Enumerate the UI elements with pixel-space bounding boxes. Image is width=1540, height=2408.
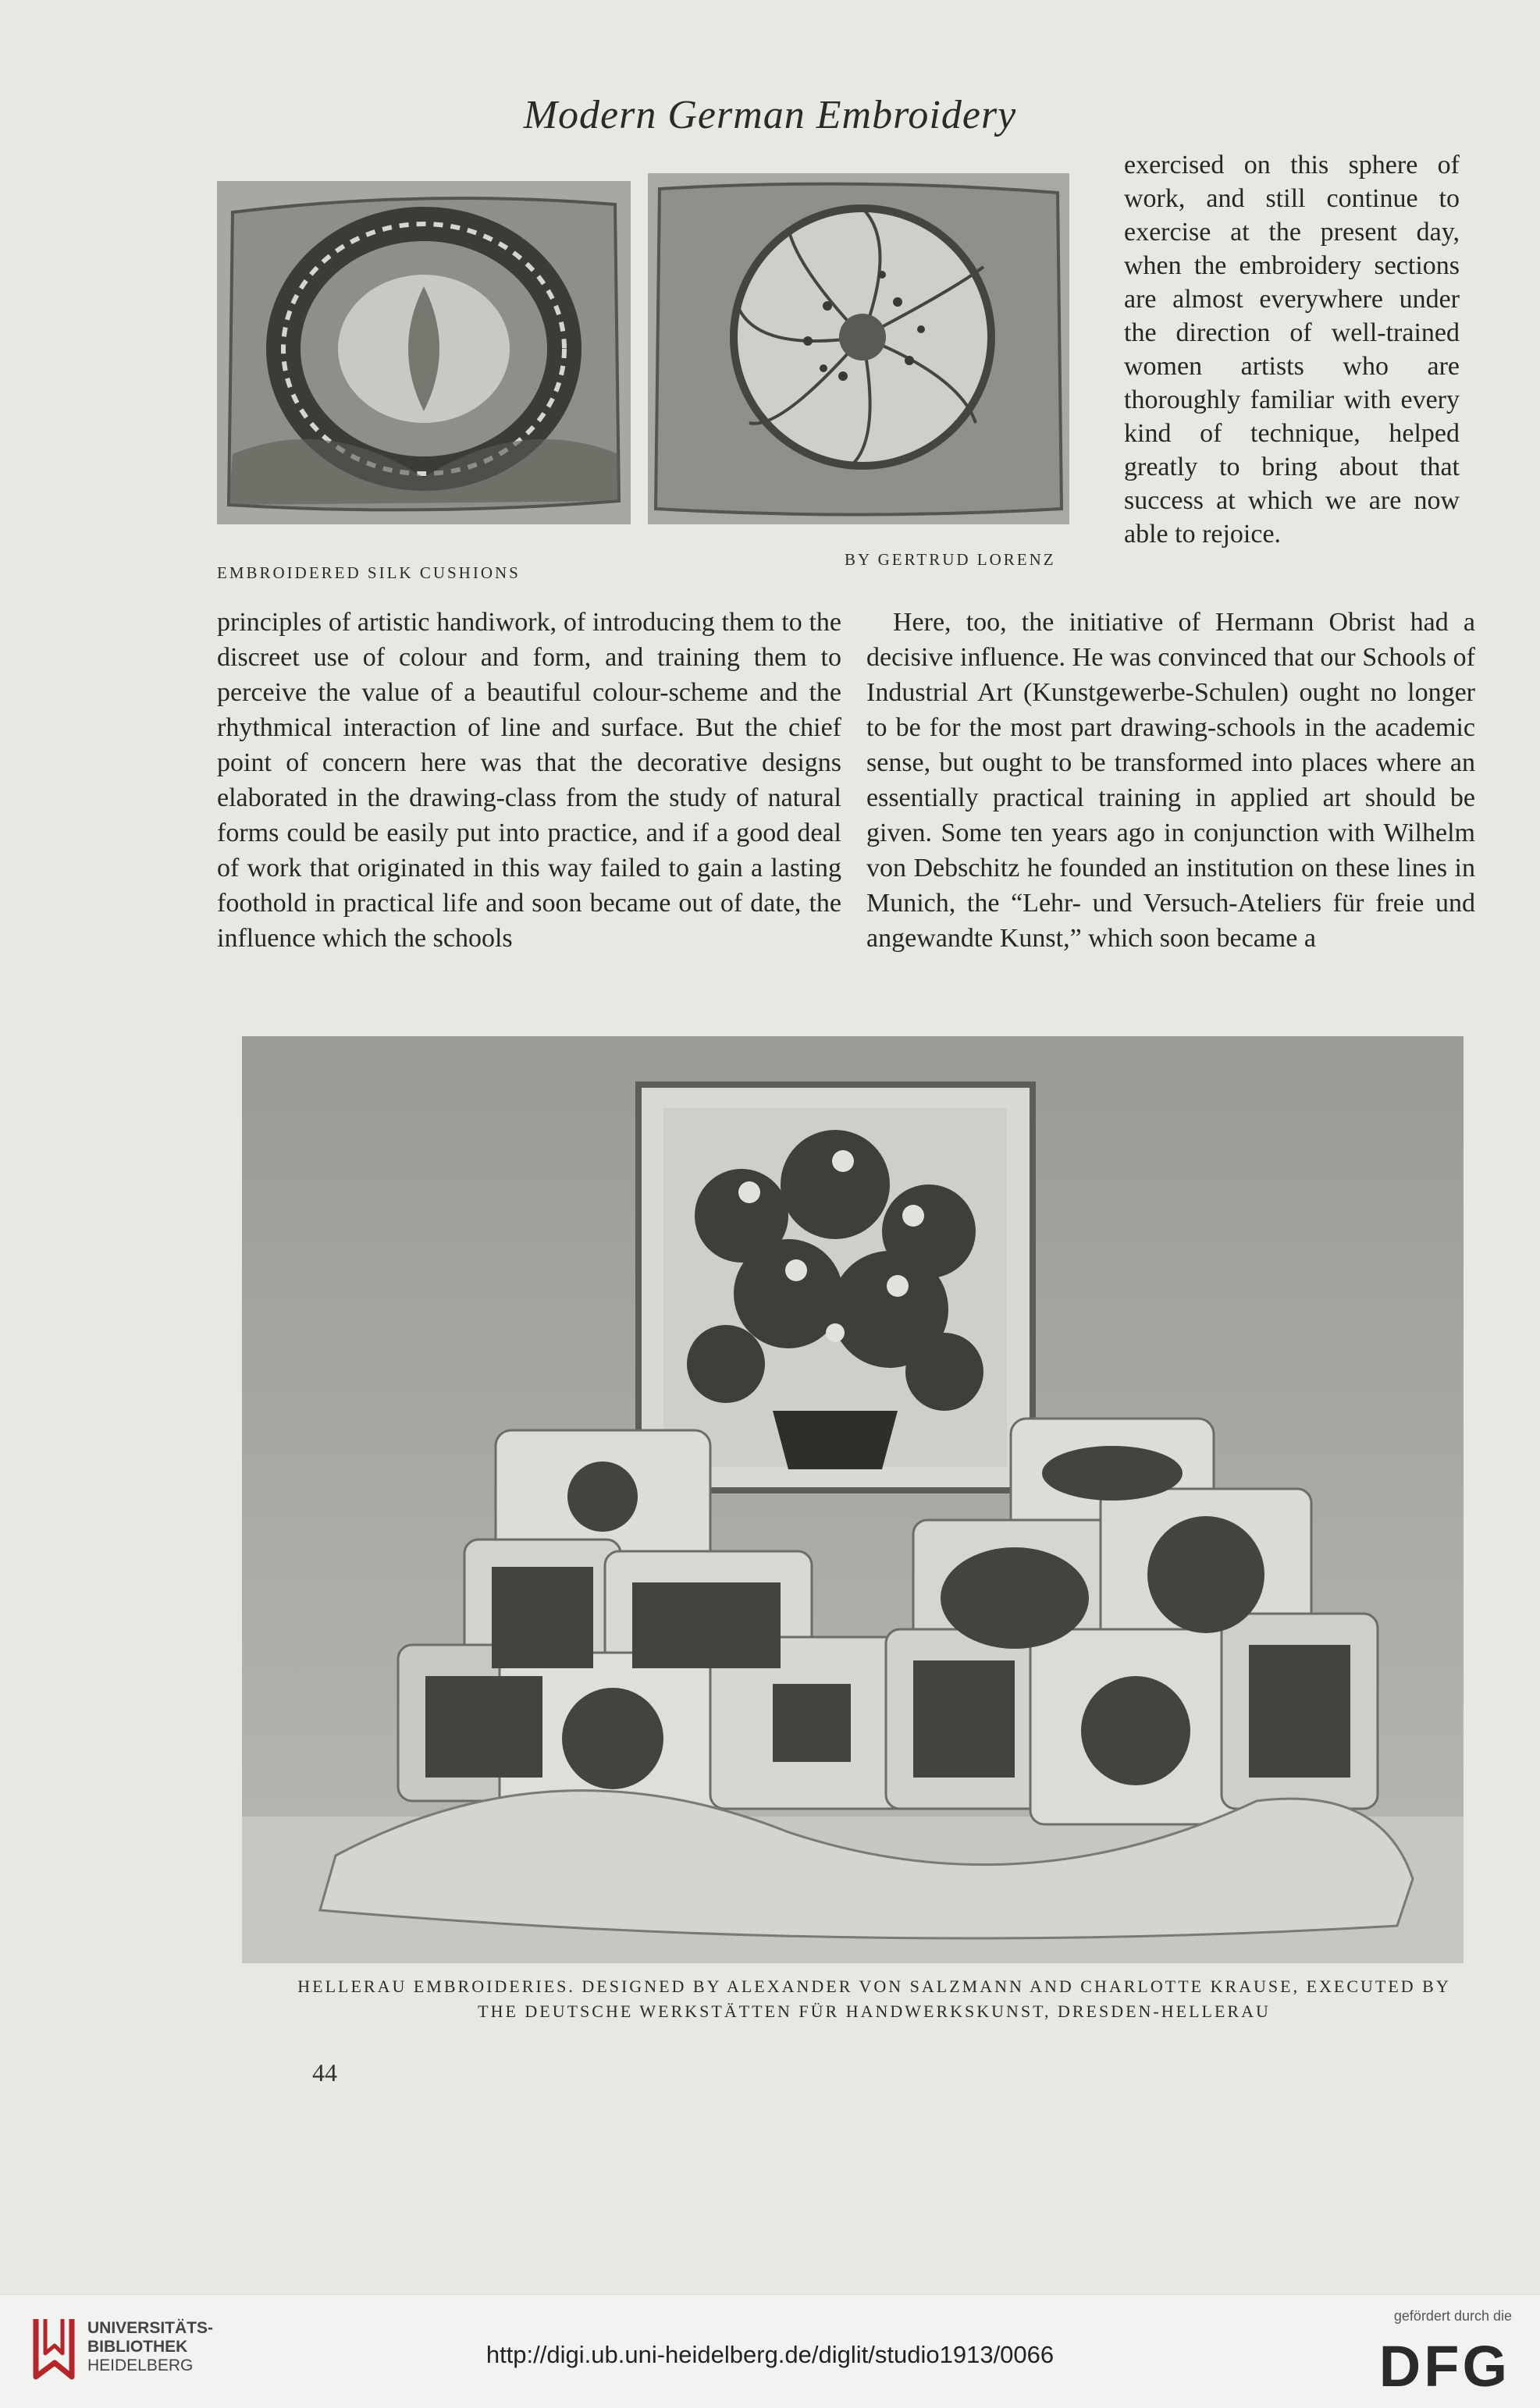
caption-bottom-line2: THE DEUTSCHE WERKSTÄTTEN FÜR HANDWERKSKUNST, DRESDEN-HELLERAU xyxy=(478,2001,1271,2021)
caption-top-right: BY GERTRUD LORENZ xyxy=(845,550,1056,569)
caption-bottom xyxy=(234,1974,1514,2024)
dfg-logo-icon[interactable]: DFG xyxy=(1378,2334,1510,2399)
library-name-line2: BIBLIOTHEK xyxy=(87,2338,188,2356)
photo-hellerau-embroideries xyxy=(242,1036,1464,1963)
permalink-url[interactable]: http://digi.ub.uni-heidelberg.de/diglit/studio1913/0066 xyxy=(485,2341,1055,2368)
caption-bottom-line1: HELLERAU EMBROIDERIES. DESIGNED BY ALEXANDER VON SALZMANN AND CHARLOTTE KRAUSE, EXECUTED BY xyxy=(297,1976,1451,1996)
text-column-left xyxy=(217,605,841,956)
caption-top-left: EMBROIDERED SILK CUSHIONS xyxy=(217,563,521,582)
paragraph-right: Here, too, the initiative of Hermann Obrist had a decisive influence. He was convinced that our Schools of Industrial Art (Kunstgewerbe-Schulen) ought no longer to be for the most part drawing-schools in the academic sense, but ought to be transformed into places where an essentially practical training in applied art should be given. Some ten years ago in conjunction with Wilhelm von Debschitz he founded an institution on these lines in Munich, the “Lehr- und Versuch-Ateliers für freie und angewandte Kunst,” which soon became a xyxy=(866,608,1475,953)
library-name-line1: UNIVERSITÄTS- xyxy=(87,2319,214,2337)
library-name-line3: HEIDELBERG xyxy=(87,2357,194,2374)
page-number: 44 xyxy=(312,2058,337,2087)
text-column-narrow xyxy=(1124,148,1460,551)
photo-cushion-left xyxy=(217,181,631,524)
text-column-right xyxy=(866,605,1475,956)
paragraph-left: principles of artistic handiwork, of introducing them to the discreet use of colour and form, and training them to perceive the value of a beautiful colour-scheme and the rhythmical interaction of line and surface. But the chief point of concern here was that the decorative designs elaborated in the drawing-class from the study of natural forms could be easily put into practice, and if a good deal of work that originated in this way failed to gain a lasting foothold in practical life and soon became out of date, the influence which the schools xyxy=(217,608,841,953)
paragraph-narrow: exercised on this sphere of work, and still continue to exercise at the present day, when the embroidery sections are almost everywhere under the direction of well-trained women artists who are thoroughly familiar with every kind of technique, helped greatly to bring about that success at which we are now able to rejoice. xyxy=(1124,151,1460,549)
sponsor-label: gefördert durch die xyxy=(1393,2308,1512,2324)
running-head: Modern German Embroidery xyxy=(523,93,1017,137)
photo-cushion-right xyxy=(648,173,1069,524)
